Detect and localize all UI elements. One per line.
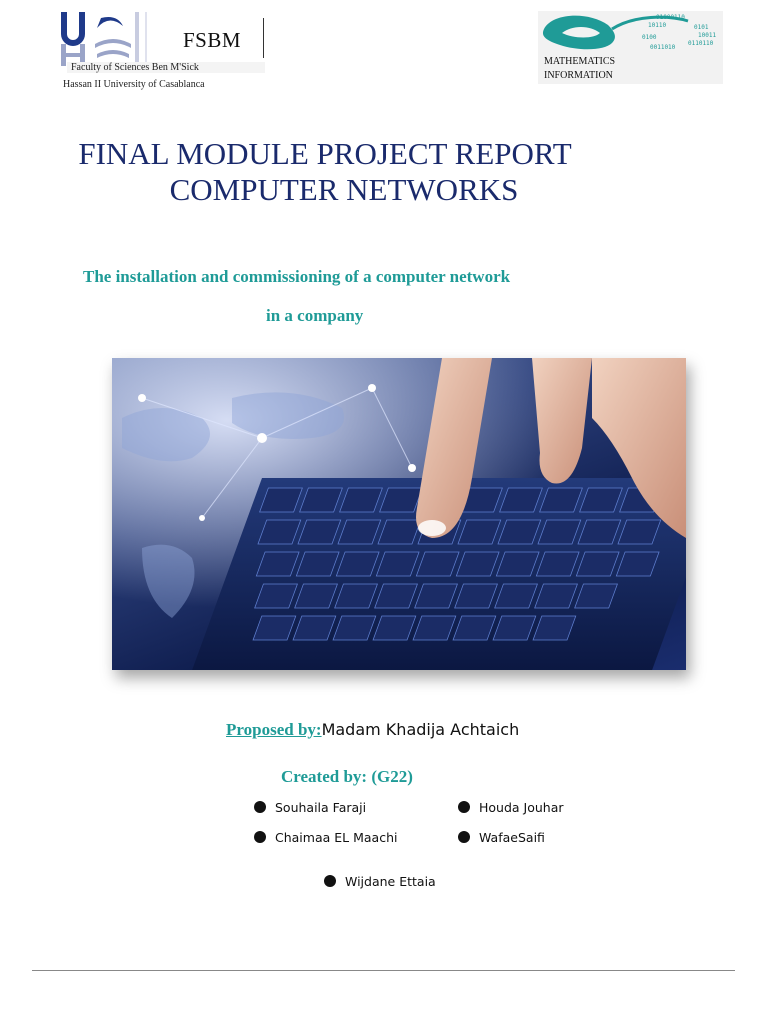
member-item [254,800,366,815]
footer-divider [32,970,735,971]
member-name: Chaimaa EL Maachi [275,830,398,845]
department-line-2: INFORMATION [544,70,613,81]
university-name: Hassan II University of Casablanca [63,79,205,90]
cover-image-keyboard [112,358,686,670]
report-subject: COMPUTER NETWORKS [169,172,519,207]
created-by-label: Created by: (G22) [281,767,413,786]
svg-text:0101: 0101 [694,24,709,31]
member-name: Souhaila Faraji [275,800,367,815]
svg-text:0011010: 0011010 [650,44,676,51]
member-name: WafaeSaifi [479,830,545,845]
infinity-binary-icon [538,11,723,55]
proposed-by [226,720,519,740]
member-item [254,830,397,845]
bullet-icon [254,831,266,843]
bullet-icon [458,801,470,813]
proposed-by-label: Proposed by: [226,720,322,739]
svg-text:10110: 10110 [648,22,667,29]
faculty-logo [57,10,267,92]
project-topic-line-2: in a company [266,306,364,325]
supervisor-name: Madam Khadija Achtaich [321,720,520,739]
bullet-icon [458,831,470,843]
svg-text:10011: 10011 [698,32,717,39]
svg-text:01000110: 01000110 [656,14,685,21]
bullet-icon [324,875,336,887]
fsbm-box [171,18,264,58]
university-emblem-icon [57,10,167,68]
report-title: FINAL MODULE PROJECT REPORT [78,136,572,171]
faculty-name: Faculty of Sciences Ben M'Sick [67,62,265,73]
keyboard-network-illustration [112,358,686,670]
member-name: Houda Jouhar [479,800,564,815]
member-item [458,800,564,815]
member-item [324,874,436,889]
fsbm-abbr: FSBM [183,28,242,52]
department-line-1: MATHEMATICS [544,56,616,67]
bullet-icon [254,801,266,813]
member-item [458,830,545,845]
project-topic-line-1: The installation and commissioning of a computer network [83,267,511,286]
svg-text:0110110: 0110110 [688,40,714,47]
department-logo [538,11,723,84]
member-name: Wijdane Ettaia [345,874,436,889]
svg-text:0100: 0100 [642,34,657,41]
